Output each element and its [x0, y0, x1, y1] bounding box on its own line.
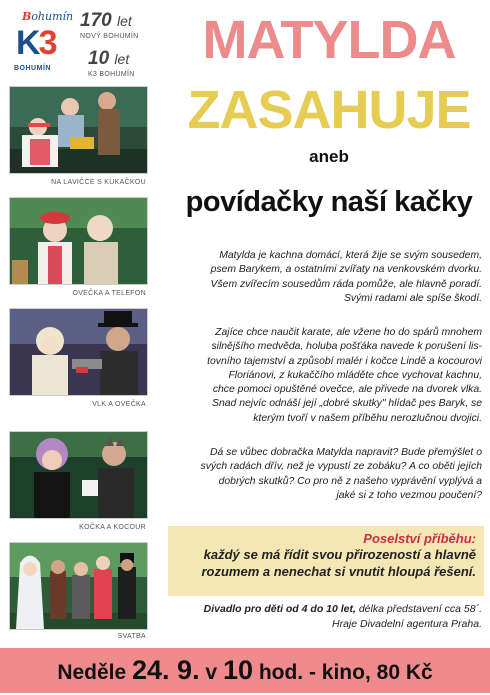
title-line-1: MATYLDA [202, 10, 456, 70]
anniversary-10: 10 let [88, 48, 130, 69]
photo-caption: VLK A OVEČKA [92, 401, 146, 408]
performance-info [168, 602, 482, 632]
photo-vlk-ovecka [9, 308, 148, 396]
photo-na-lavicce [9, 86, 148, 174]
photo-kocka-kocour [9, 431, 148, 519]
anniversary-10-subtitle: K3 BOHUMÍN [88, 71, 135, 78]
subtitle: povídačky naší kačky [185, 186, 473, 218]
photo-caption: NA LAVIČCE S KUKAČKOU [51, 179, 146, 186]
description-paragraph-1: Matylda je kachna domácí, která žije se svým sousedem, psem Barykem, a ostatními zvířaty na venkovském dvorku. Všem zvířecím sousedům ráda pomůže, ale hlavně poradí. Svými radami ale spíše škodí. [210, 250, 482, 304]
bohumin-script-logo: Bohumín [22, 10, 74, 23]
k3-bohumin-logo [8, 8, 158, 78]
photo-ovecka-telefon [9, 197, 148, 285]
k3-logo: K3 [16, 24, 56, 62]
k3-logo-subtitle: BOHUMÍN [14, 65, 51, 72]
story-message-box [168, 526, 484, 596]
anniversary-170: 170 let [80, 10, 132, 31]
title-line-2: ZASAHUJE [187, 80, 471, 140]
duration: délka představení cca 58´. [355, 603, 482, 615]
description-paragraph-3: Dá se vůbec dobračka Matylda napravit? Bude přemýšlet o svých radách dřív, než je vypustí ze zobáku? A co oběti jejích dobrých skutků? Co pro ně z našeho vyprávění vyplývá a jaké si z toho vezmou poučení? [200, 447, 482, 501]
title-connector: aneb [309, 147, 349, 166]
photo-caption: KOČKA A KOCOUR [79, 524, 146, 531]
message-heading: Poselství příběhu: [363, 531, 476, 546]
message-line: rozumem a nenechat si vnutit hloupá řešení. [201, 563, 476, 579]
performer: Hraje Divadelní agentura Praha. [331, 618, 482, 630]
photo-caption: SVATBA [117, 633, 146, 640]
description-paragraph-2: Zajíce chce naučit karate, ale vžene ho do spárů mnohem silnějšího medvěda, holuba pošťáka navede k porušení lis- tovního tajemství a způsobí malér i kočce Lindě a kocourovi Floriánovi, z kukaččího mláděte chce vychovat kachnu, chce pomoci opuštěné ovečce, ale přivede na dvorek vlka. Snad nejvíc odnáší její „dobré skutky" hlídač pes Baryk, se kterým tvoří v našem příběhu nerozlučnou dvojici. [207, 327, 482, 424]
audience-age: Divadlo pro děti od 4 do 10 let, [203, 603, 356, 615]
photo-svatba [9, 542, 148, 630]
message-line: každý se má řídit svou přirozeností a hlavně [203, 547, 476, 562]
event-footer-bar [0, 648, 490, 693]
photo-caption: OVEČKA A TELEFON [72, 290, 146, 297]
anniversary-170-subtitle: NOVÝ BOHUMÍN [80, 33, 139, 40]
event-datetime: Neděle 24. 9. v 10 hod. - kino, 80 Kč [57, 655, 433, 685]
